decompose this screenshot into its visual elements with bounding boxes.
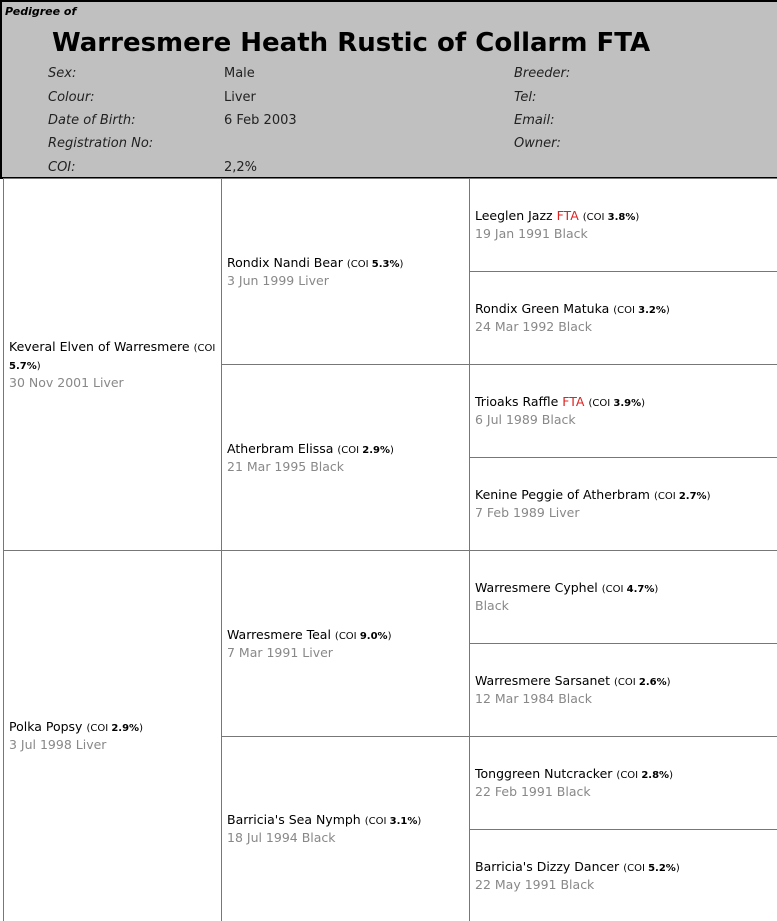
ancestor-sire[interactable] (3, 178, 222, 550)
ancestor-name: Atherbram Elissa (227, 440, 334, 456)
ancestor-sire-sire[interactable] (221, 178, 470, 364)
coi-badge: (COI 2.9%) (337, 444, 394, 456)
sex-value: Male (224, 66, 255, 81)
ancestor-sire-dam[interactable] (221, 364, 470, 550)
pedigree-grid (0, 178, 777, 921)
coi-badge: (COI 2.9%) (86, 723, 143, 734)
ancestor-name: Trioaks Raffle (475, 394, 559, 409)
ancestor-dsd[interactable] (469, 643, 777, 736)
coi-badge: (COI 5.2%) (623, 862, 680, 874)
pedigree-header (0, 0, 777, 179)
ancestor-name: Warresmere Sarsanet (475, 673, 611, 688)
sex-label: Sex: (48, 66, 77, 81)
coi-badge: (COI 5.7%) (9, 342, 216, 372)
dob-value: 6 Feb 2003 (224, 113, 297, 128)
ancestor-sdd[interactable] (469, 457, 777, 550)
ancestor-name: Polka Popsy (9, 719, 83, 734)
colour-value: Liver (224, 90, 256, 105)
breeder-label: Breeder: (514, 66, 571, 81)
ancestor-info: Black (475, 598, 509, 613)
ancestor-name: Warresmere Cyphel (475, 580, 598, 595)
coi-badge: (COI 5.3%) (346, 258, 404, 270)
title-badge: FTA (562, 394, 585, 409)
pedigree-of-label: Pedigree of (5, 5, 77, 18)
coi-badge: (COI 2.6%) (614, 677, 671, 688)
ancestor-name: Tonggreen Nutcracker (475, 766, 613, 781)
ancestor-info: 21 Mar 1995 Black (227, 458, 345, 474)
coi-badge: (COI 3.9%) (588, 398, 645, 409)
coi-badge: (COI 3.8%) (582, 212, 640, 223)
ancestor-info: 30 Nov 2001 Liver (9, 374, 124, 390)
ancestor-sss[interactable] (469, 178, 777, 271)
tel-label: Tel: (514, 90, 537, 105)
coi-badge: (COI 3.2%) (613, 305, 670, 316)
dob-label: Date of Birth: (48, 113, 136, 128)
ancestor-name: Rondix Nandi Bear (227, 254, 343, 270)
coi-badge: (COI 3.1%) (364, 816, 422, 827)
coi-badge: (COI 9.0%) (334, 630, 392, 642)
registration-label: Registration No: (48, 136, 154, 151)
ancestor-info: 3 Jun 1999 Liver (227, 272, 329, 288)
ancestor-info: 3 Jul 1998 Liver (9, 737, 107, 752)
email-label: Email: (514, 113, 555, 128)
ancestor-name: Barricia's Sea Nymph (227, 812, 361, 827)
ancestor-name: Barricia's Dizzy Dancer (475, 858, 620, 874)
ancestor-info: 22 May 1991 Black (475, 876, 595, 892)
coi-badge: (COI 2.8%) (616, 770, 673, 781)
ancestor-info: 12 Mar 1984 Black (475, 691, 593, 706)
dog-name-title: Warresmere Heath Rustic of Collarm FTA (52, 28, 651, 58)
coi-label: COI: (48, 160, 76, 175)
ancestor-info: 7 Feb 1989 Liver (475, 505, 580, 520)
ancestor-info: 22 Feb 1991 Black (475, 784, 591, 799)
ancestor-info: 19 Jan 1991 Black (475, 226, 588, 241)
coi-value: 2,2% (224, 160, 258, 175)
ancestor-name: Warresmere Teal (227, 626, 331, 642)
title-badge: FTA (556, 208, 579, 223)
ancestor-info: 24 Mar 1992 Black (475, 319, 593, 334)
coi-badge: (COI 2.7%) (653, 491, 711, 502)
ancestor-info: 6 Jul 1989 Black (475, 412, 576, 427)
ancestor-name: Keveral Elven of Warresmere (9, 338, 190, 354)
ancestor-dam-sire[interactable] (221, 550, 470, 736)
ancestor-info: 7 Mar 1991 Liver (227, 644, 333, 660)
ancestor-sds[interactable] (469, 364, 777, 457)
ancestor-dam[interactable] (3, 550, 222, 921)
ancestor-name: Rondix Green Matuka (475, 301, 610, 316)
coi-badge: (COI 4.7%) (601, 584, 659, 595)
ancestor-dam-dam[interactable] (221, 736, 470, 921)
ancestor-name: Kenine Peggie of Atherbram (475, 487, 650, 502)
ancestor-name: Leeglen Jazz (475, 208, 553, 223)
owner-label: Owner: (514, 136, 561, 151)
ancestor-ssd[interactable] (469, 271, 777, 364)
ancestor-dds[interactable] (469, 736, 777, 829)
ancestor-ddd[interactable] (469, 829, 777, 921)
ancestor-dss[interactable] (469, 550, 777, 643)
colour-label: Colour: (48, 90, 95, 105)
ancestor-info: 18 Jul 1994 Black (227, 830, 336, 845)
